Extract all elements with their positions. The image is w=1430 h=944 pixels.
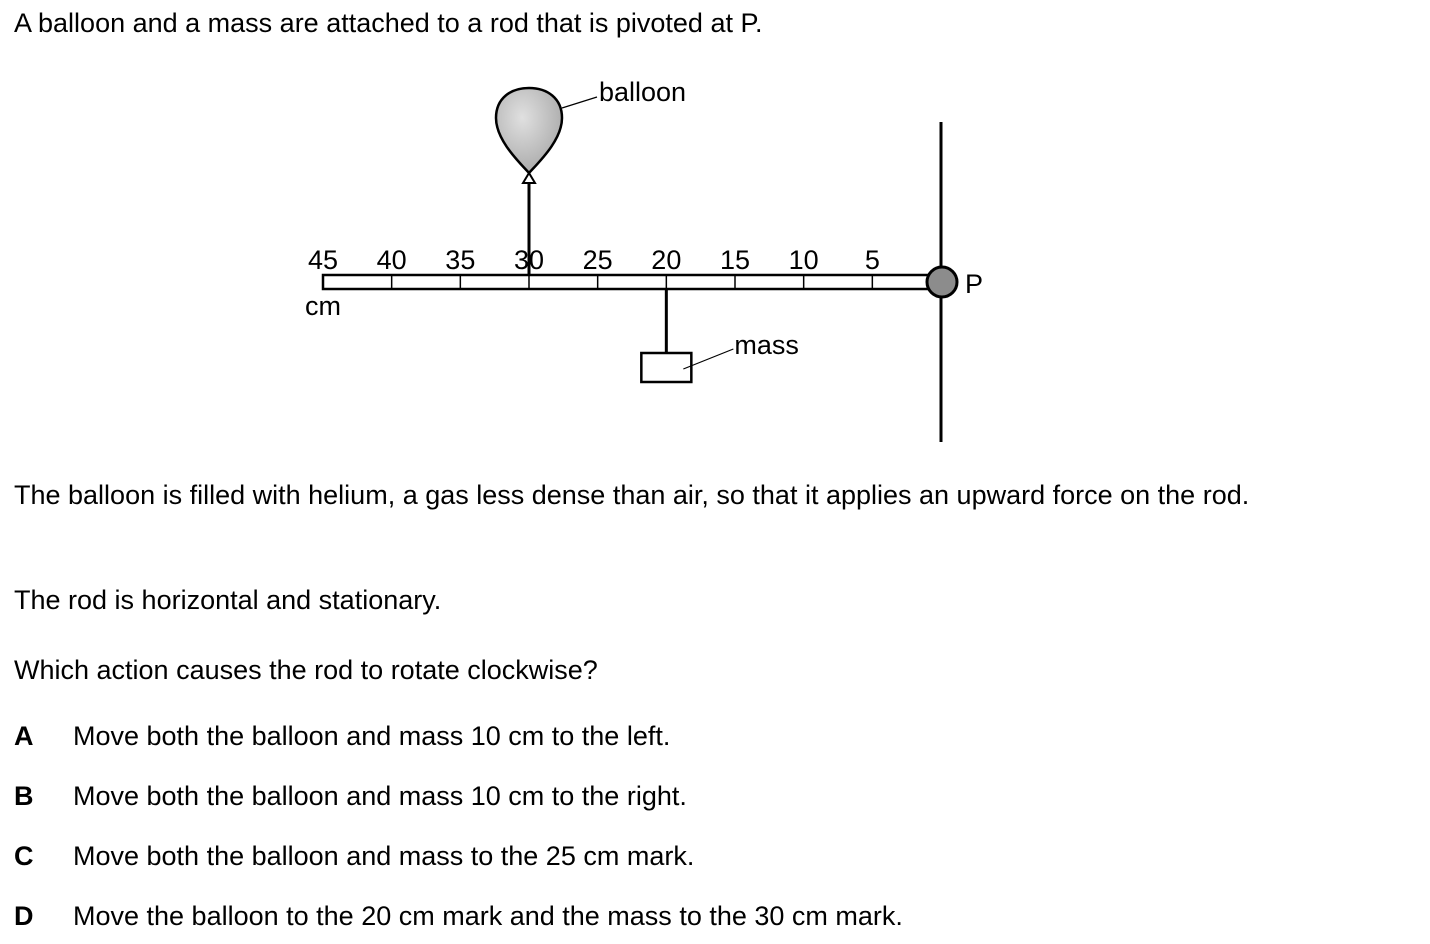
option-c-text: Move both the balloon and mass to the 25 cm mark. — [73, 841, 695, 871]
question-prompt: Which action causes the rod to rotate clockwise? — [14, 655, 598, 685]
scale-label: 15 — [719, 245, 751, 275]
scale-label: 45 — [307, 245, 339, 275]
pivot — [927, 267, 957, 297]
scale-label: 35 — [445, 245, 476, 275]
scale-labels — [308, 245, 880, 275]
pivot-label: P — [965, 269, 984, 299]
question-intro: A balloon and a mass are attached to a rod that is pivoted at P. — [14, 8, 763, 38]
option-a-text: Move both the balloon and mass 10 cm to the left. — [73, 721, 671, 751]
balloon-leader — [562, 97, 597, 108]
scale-label: 40 — [376, 245, 407, 275]
option-b-text: Move both the balloon and mass 10 cm to the right. — [73, 781, 687, 811]
unit-label: cm — [305, 291, 341, 321]
option-a-letter: A — [14, 721, 34, 751]
scale-label: 20 — [651, 245, 682, 275]
option-b-letter: B — [14, 781, 34, 811]
mass-block — [641, 353, 691, 382]
rod — [323, 275, 941, 289]
mass — [641, 289, 799, 382]
question-para1: The balloon is filled with helium, a gas less dense than air, so that it applies an upward force on the rod. — [14, 480, 1250, 510]
option-c-letter: C — [14, 841, 34, 871]
mass-label: mass — [734, 330, 799, 360]
scale-label: 10 — [788, 245, 819, 275]
question-para2: The rod is horizontal and stationary. — [14, 585, 442, 615]
scale-label: 5 — [864, 245, 880, 275]
balloon-label: balloon — [599, 77, 687, 107]
scale-label: 25 — [582, 245, 613, 275]
lever-diagram — [0, 0, 1430, 460]
balloon-body — [496, 88, 562, 173]
scale-label: 30 — [513, 245, 545, 275]
option-d-text: Move the balloon to the 20 cm mark and the mass to the 30 cm mark. — [73, 901, 903, 931]
option-d-letter: D — [14, 901, 34, 931]
